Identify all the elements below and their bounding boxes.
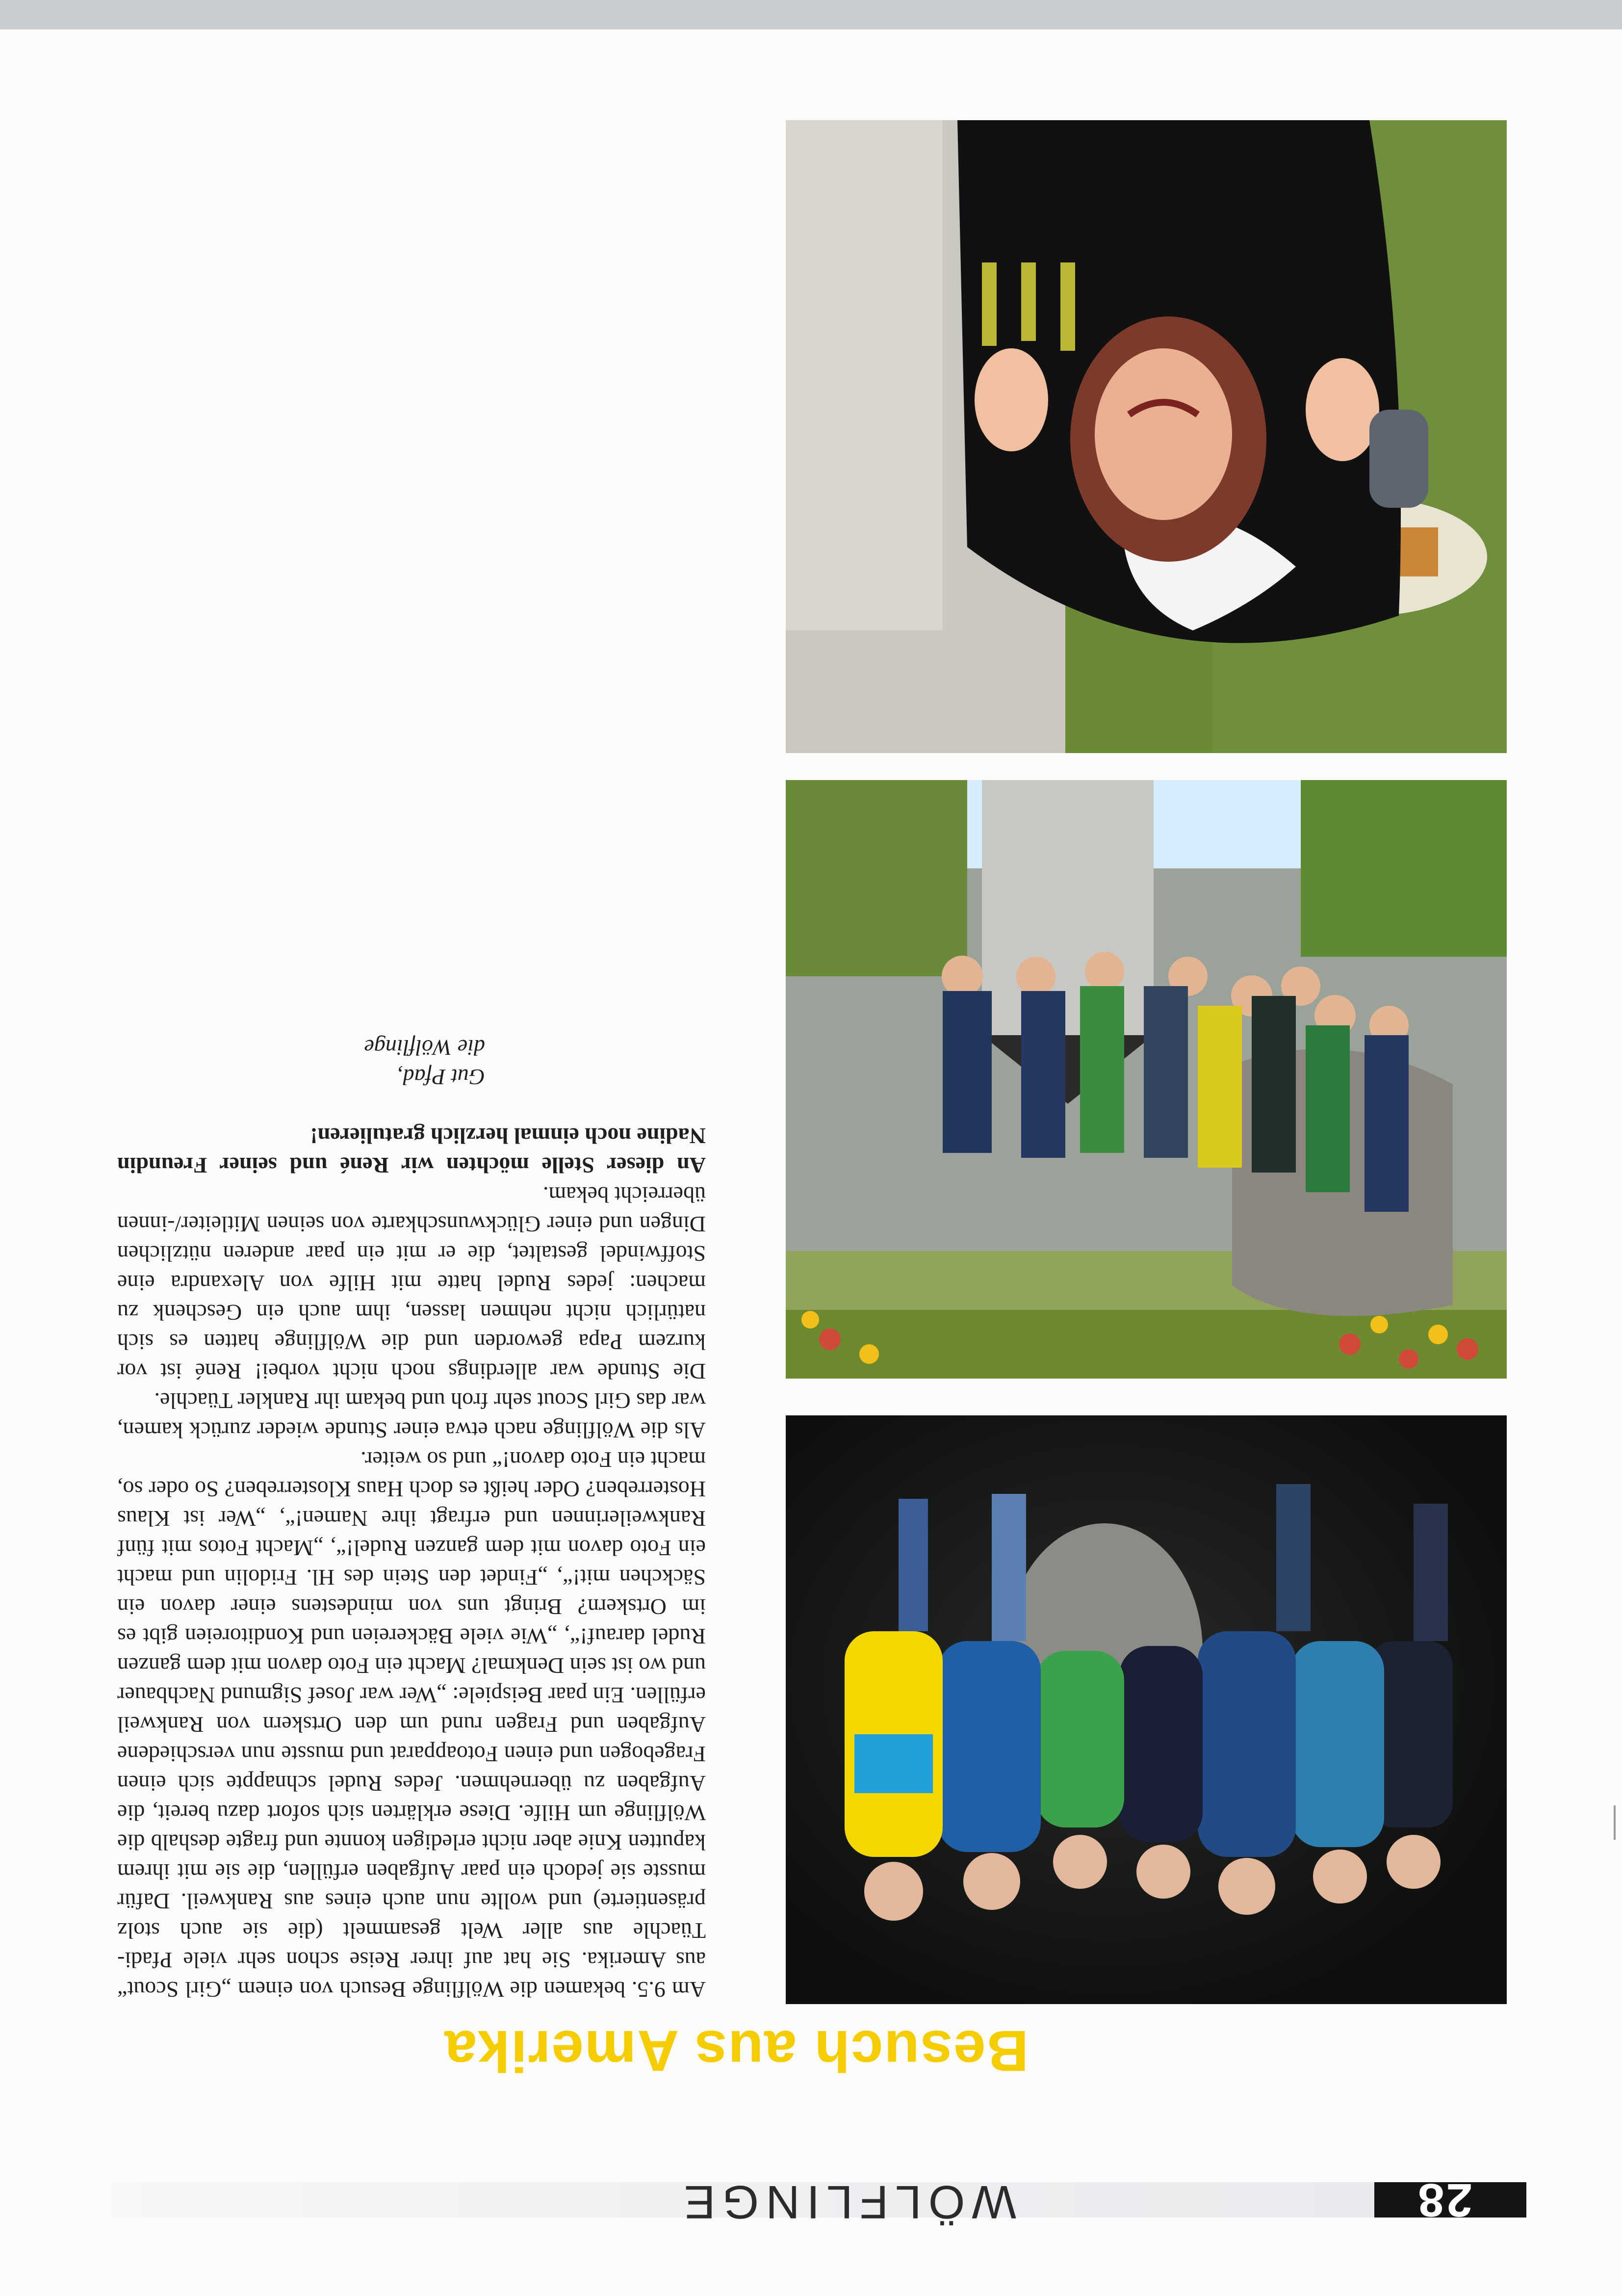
signature-line-2: die Wölflinge: [364, 1035, 485, 1060]
paragraph-gift: Die Stunde war allerdings noch nicht vorbei! René ist vor kurzem Papa geworden und die Wölflinge hatten es sich natürlich nicht nehmen lassen, ihm auch ein Geschenk zu machen: jedes Rudel hatte mit Hilfe von Alexandra eine Stoffwindel gestaltet, die er mit ein paar anderen nützlichen Dingen und einer Glückwunschkarte von seinen Mitleiter/-innen überreicht bekam.: [117, 1182, 706, 1384]
section-label: WÖLFLINGE: [677, 2176, 1016, 2228]
page-number: 28: [1374, 2182, 1526, 2218]
paragraph-return: Als die Wölflinge nach etwa einer Stunde wieder zurück kamen, war das Girl Scout sehr froh und bekam ihr Rankler Tüachle.: [117, 1388, 706, 1443]
article-title: Besuch aus Amerika: [443, 2018, 1029, 2083]
article-body: [117, 91, 706, 2004]
signature-line-1: Gut Pfad,: [397, 1065, 485, 1090]
magazine-page: [0, 29, 1622, 2296]
group-photo-night: [786, 1415, 1507, 2004]
leader-photo-cafe: [786, 120, 1507, 753]
margin-mark: [1614, 1805, 1616, 1840]
closing-congratulation: An dieser Stelle möchten wir René und seiner Freundin Nadine noch einmal herzlich gratulieren!: [117, 1123, 706, 1178]
signature: [117, 1033, 706, 1092]
paragraph-intro: Am 9.5. bekamen die Wölflinge Besuch von einem „Girl Scout“ aus Amerika. Sie hat auf ihrer Reise schon sehr viele Pfadi-Tüachle aus aller Welt gesammelt (die sie auch stolz präsentierte) und wollte nun auch eines aus Rankweil. Dafür musste sie jedoch ein paar Aufgaben erfüllen, die sie mit ihrem kaputten Knie aber nicht erledigen konnte und fragte deshalb die Wölflinge um Hilfe. Diese erklärten sich sofort dazu bereit, die Aufgaben zu übernehmen. Jedes Rudel schnappte sich einen Fragebogen und einen Fotoapparat und musste nun verschiedene Aufgaben und Fragen rund um den Ortskern von Rankweil erfüllen. Ein paar Beispiele: „Wer war Josef Sigmund Nachbauer und wo ist sein Denkmal? Macht ein Foto davon mit dem ganzen Rudel darauf!“, „Wie viele Bäckereien und Konditoreien gibt es im Ortskern? Bringt uns von mindestens einer davon ein Säckchen mit!“, „Findet den Stein des Hl. Fridolin und macht ein Foto davon mit dem ganzen Rudel!“, „Macht Fotos mit fünf Rankweilerinnen und erfragt ihre Namen!“, „Wer ist Klaus Hosterreben? Oder heißt es doch Haus Klosterreben? So oder so, macht ein Foto davon!“ und so weiter.: [117, 1447, 706, 2002]
group-photo-chapel: [786, 780, 1507, 1379]
